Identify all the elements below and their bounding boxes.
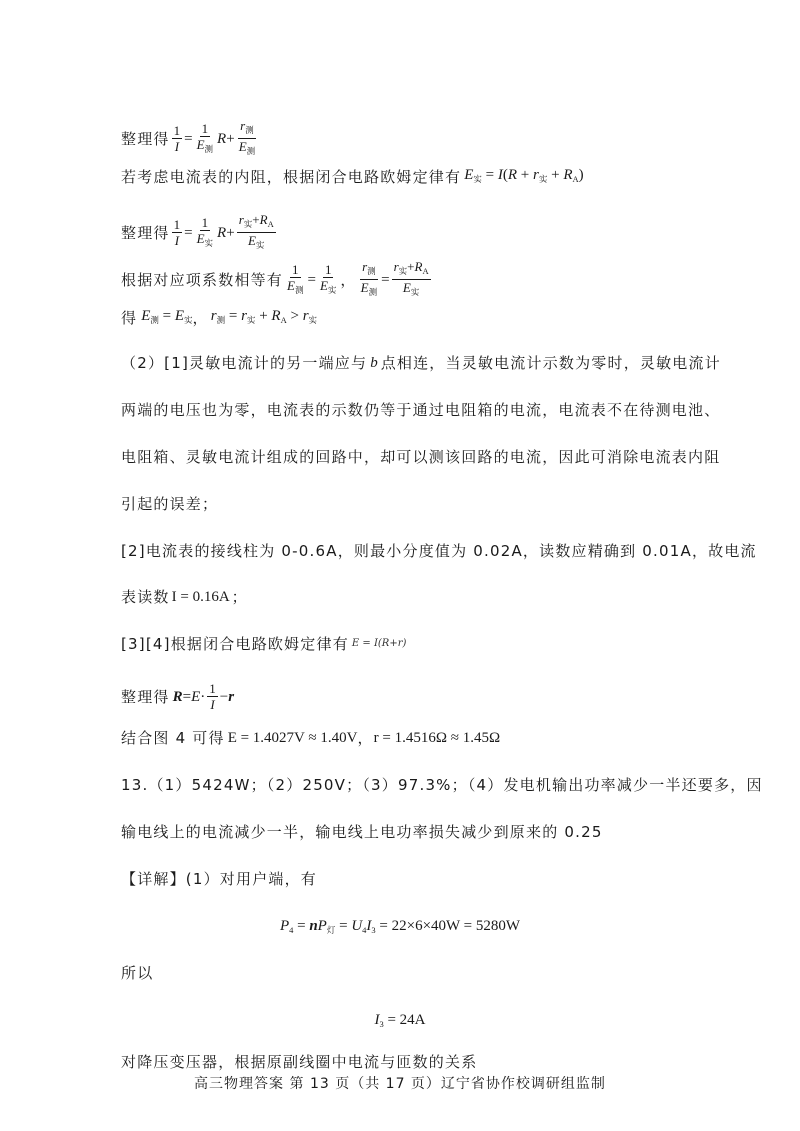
- equation-line-r: 整理得 R = E · $\frac{1}{I}$ − r: [121, 681, 235, 712]
- equation-line-5: 得 $E_测 = E_实$ ， $r_测 = r_实 + R_A > r_实$: [121, 308, 318, 327]
- fraction: $\frac{r_测}{E_测}$: [238, 118, 256, 156]
- equation-p4: $P_4 = nP_灯 = U_4I_3 = 22\times 6\times 40W = 5280W$: [279, 918, 521, 935]
- fraction: $\frac{1}{E_实}$: [196, 214, 214, 248]
- fraction: $\frac{r_实+R_A}{E_实}$: [238, 212, 274, 250]
- equation-e-real: $E_实 = I(R + r_实 + R_A)$: [464, 167, 584, 184]
- question-13-answer: 13.（1）5424W；（2）250V；（3）97.3%；（4）发电机输出功率减少一半还要多，因: [121, 776, 763, 794]
- paragraph-line: [2]电流表的接线柱为 0-0.6A，则最小分度值为 0.02A，读数应精确到 0.01A，故电流: [121, 542, 757, 560]
- equation-line-1: 整理得 $\frac{1}{I}$ = $\frac{1}{E_测}$ R + $\frac{r_测}{E_测}$: [121, 118, 259, 159]
- text-line-2: 若考虑电流表的内阻，根据闭合电路欧姆定律有 $E_实 = I(R + r_实 + R_A)$: [121, 165, 584, 189]
- paragraph-line: 结合图 4 可得 E = 1.4027V ≈ 1.40V ， r = 1.4516Ω ≈ 1.45Ω: [121, 729, 501, 747]
- paragraph-line: 表读数 I = 0.16A ；: [121, 588, 248, 606]
- paragraph-line: 电阻箱、灵敏电流计组成的回路中，却可以测该回路的电流，因此可消除电流表内阻: [121, 448, 721, 466]
- paragraph-line: （2）[1]灵敏电流计的另一端应与 b 点相连，当灵敏电流计示数为零时，灵敏电流计: [121, 354, 721, 372]
- paragraph-line: 两端的电压也为零，电流表的示数仍等于通过电阻箱的电流，电流表不在待测电池、: [121, 401, 721, 419]
- paragraph-line: 输电线上的电流减少一半，输电线上电功率损失减少到原来的 0.25: [121, 823, 603, 841]
- paragraph-line: 引起的误差；: [121, 495, 219, 513]
- equation-line-4: 根据对应项系数相等有 $\frac{1}{E_测}$ = $\frac{1}{E_实}$ ， $\frac{r_测}{E_测}$ = $\frac{r_实+R_A}{E_实}$: [121, 259, 433, 300]
- equation-line-3: 整理得 $\frac{1}{I}$ = $\frac{1}{E_实}$ R + $\frac{r_实+R_A}{E_实}$: [121, 212, 278, 253]
- detail-heading: 【详解】(1）对用户端，有: [121, 870, 317, 888]
- equation-i3: $I_3 = 24A$: [374, 1012, 426, 1029]
- paragraph-line: 所以: [121, 964, 154, 982]
- page-footer: 高三物理答案 第 13 页（共 17 页）辽宁省协作校调研组监制: [194, 1076, 606, 1092]
- paragraph-line: 对降压变压器，根据原副线圈中电流与匝数的关系: [121, 1053, 478, 1071]
- fraction: $\frac{1}{E_测}$: [287, 261, 304, 295]
- paragraph-line: [3][4]根据闭合电路欧姆定律有 E = I(R+r): [121, 635, 407, 653]
- fraction: $\frac{1}{I}$: [173, 217, 181, 248]
- fraction: $\frac{r_测}{E_测}$: [360, 259, 378, 297]
- fraction: $\frac{1}{E_实}$: [319, 261, 337, 295]
- fraction: $\frac{r_实+R_A}{E_实}$: [393, 259, 429, 297]
- fraction: $\frac{1}{E_测}$: [196, 120, 214, 154]
- fraction: $\frac{1}{I}$: [209, 681, 216, 712]
- line-prefix: 整理得: [121, 129, 170, 148]
- fraction: $\frac{1}{I}$: [173, 123, 181, 154]
